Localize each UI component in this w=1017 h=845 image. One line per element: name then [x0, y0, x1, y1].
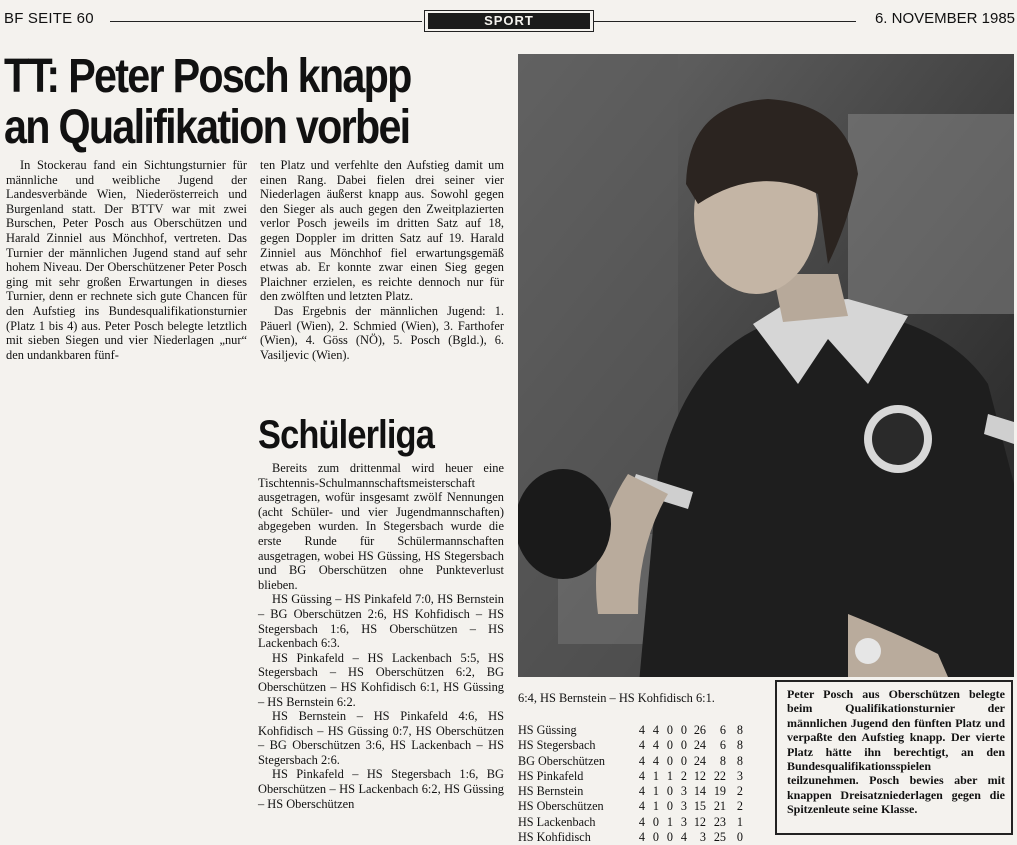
standings-value: 3 [680, 784, 687, 799]
article-paragraph: Bereits zum drittenmal wird heuer eine Tischtennis-Schulmannschaftsmeisterschaft ausgetragen, wofür insgesamt zwölf Nennungen (acht Schüler- und vier Jugendmannschaften) abgegeben wurden. In Stegersbach wurde die erste Runde für Schülermannschaften ausgetragen, wobei HS Güssing, HS Stegersbach und BG Oberschützen ohne Punkteverlust blieben. [258, 461, 504, 592]
standings-value: 0 [652, 830, 659, 845]
standings-value: 4 [638, 753, 645, 768]
standings-value: 6 [719, 723, 726, 737]
standings-value: 4 [652, 723, 659, 737]
standings-team: HS Pinkafeld [518, 768, 584, 783]
headline-line-2: an Qualifikation vorbei [4, 101, 410, 154]
article-paragraph: Das Ergebnis der männlichen Jugend: 1. Päuerl (Wien), 2. Schmied (Wien), 3. Farthofer (Wien), 4. Göss (NÖ), 5. Posch (Bgld.), 6. Vasiljevic (Wien). [260, 303, 504, 362]
standings-value: 1 [666, 768, 673, 783]
standings-row [518, 769, 743, 784]
standings-team: BG Oberschützen [518, 753, 605, 768]
section-label-text: SPORT [428, 13, 590, 29]
standings-value: 3 [736, 768, 743, 783]
standings-value: 0 [666, 799, 673, 814]
standings-value: 2 [736, 784, 743, 799]
standings-row [518, 754, 743, 769]
standings-team: HS Stegersbach [518, 738, 596, 753]
standings-value: 4 [638, 768, 645, 783]
article-paragraph: In Stockerau fand ein Sichtungsturnier für männliche und weibliche Jugend der Landesverbände Wien, Niederösterreich und Burgenland statt. Der BTTV war mit zwei Burschen, Peter Posch aus Oberschützen und Harald Zinniel aus Mönchhof, vertreten. Das Turnier der männlichen Jugend stand auf sehr hohem Niveau. Der Oberschützener Peter Posch ging mit sehr großen Erwartungen in dieses Turnier, denn er rechnete sich gute Chancen für den Aufstieg ins Bundesqualifikationsturnier (Platz 1 bis 4) aus. Peter Posch belegte letztlich mit sieben Siegen und vier Niederlagen „nur“ den undankbaren fünf- [6, 158, 247, 362]
standings-value: 8 [719, 753, 726, 768]
standings-value: 22 [713, 768, 726, 783]
standings-value: 0 [736, 830, 743, 845]
standings-value: 3 [680, 799, 687, 814]
player-photo-drawing [518, 54, 1014, 677]
section-label [424, 10, 594, 32]
standings-row [518, 723, 743, 738]
standings-value: 4 [638, 799, 645, 814]
standings-row [518, 815, 743, 830]
standings-value: 8 [736, 723, 743, 737]
standings-value: 1 [652, 784, 659, 799]
standings-value: 4 [638, 814, 645, 829]
page-header [0, 10, 1017, 30]
standings-value: 0 [666, 830, 673, 845]
standings-value: 1 [666, 814, 673, 829]
standings-team: HS Bernstein [518, 784, 584, 799]
issue-date: 6. NOVEMBER 1985 [874, 10, 1015, 27]
article-column-3 [258, 461, 504, 811]
standings-value: 0 [666, 738, 673, 753]
standings-value: 24 [693, 753, 706, 768]
standings-value: 1 [652, 799, 659, 814]
header-rule-left [110, 21, 422, 22]
standings-table [518, 723, 743, 845]
standings-value: 0 [680, 738, 687, 753]
headline-line-1: TT: Peter Posch knapp [4, 50, 411, 103]
standings-value: 4 [680, 830, 687, 845]
standings-value: 1 [736, 814, 743, 829]
header-rule-right [594, 21, 856, 22]
standings-value: 12 [693, 768, 706, 783]
standings-row [518, 830, 743, 845]
article-paragraph: HS Bernstein – HS Pinkafeld 4:6, HS Kohfidisch – HS Güssing 0:7, HS Oberschützen – BG Oberschützen 3:6, HS Lackenbach – HS Stegersbach 2:6. [258, 709, 504, 767]
standings-value: 0 [666, 753, 673, 768]
standings-value: 4 [638, 784, 645, 799]
standings-row [518, 738, 743, 753]
standings-value: 8 [736, 738, 743, 753]
standings-team: HS Güssing [518, 723, 577, 737]
standings-row [518, 799, 743, 814]
standings-value: 0 [680, 723, 687, 737]
standings-value: 4 [638, 723, 645, 737]
standings-row [518, 784, 743, 799]
standings-value: 19 [713, 784, 726, 799]
article-paragraph: HS Pinkafeld – HS Lackenbach 5:5, HS Stegersbach – HS Oberschützen 6:2, BG Oberschützen – HS Kohfidisch 6:1, HS Güssing – HS Bernstein 6:2. [258, 650, 504, 709]
standings-value: 8 [736, 753, 743, 768]
standings-value: 0 [666, 723, 673, 737]
standings-team: HS Kohfidisch [518, 830, 591, 845]
standings-value: 3 [699, 830, 706, 845]
standings-value: 0 [666, 784, 673, 799]
photo-caption: Peter Posch aus Oberschützen belegte beim Qualifikationsturnier der männlichen Jugend den fünften Platz und verpaßte den Aufstieg knapp. Der vierte Platz hätte ihn berechtigt, an den Bundesqualifikationsspielen teilzunehmen. Posch bewies aber mit knappen Dreisatzniederlagen gegen die Spitzenleute seine Klasse. [787, 687, 1005, 817]
standings-value: 24 [693, 738, 706, 753]
subheading: Schülerliga [258, 413, 434, 457]
standings-value: 21 [713, 799, 726, 814]
article-paragraph: ten Platz und verfehlte den Aufstieg damit um einen Rang. Dabei fielen drei seiner vier Niederlagen äußerst knapp aus. Sowohl gegen den Sieger als auch gegen den Zweitplazierten verlor Posch jeweils im dritten Satz auf 18, gegen Doppler im dritten Satz auf 19. Harald Zinniel aus Mönchhof fiel erwartungsgemäß etwas ab. Er konnte zwar einen Sieg gegen Plaichner erzielen, es reichte dennoch nur für den zwölften und letzten Platz. [260, 158, 504, 304]
page-number: BF SEITE 60 [4, 10, 94, 27]
photo-caption-box [775, 680, 1013, 835]
standings-value: 0 [652, 814, 659, 829]
standings-value: 23 [713, 814, 726, 829]
standings-value: 2 [736, 799, 743, 814]
standings-team: HS Oberschützen [518, 799, 604, 814]
standings-value: 4 [638, 738, 645, 753]
article-paragraph: HS Güssing – HS Pinkafeld 7:0, HS Bernstein – BG Oberschützen 2:6, HS Kohfidisch – HS Stegersbach 1:6, HS Oberschützen – HS Lackenbach 6:3. [258, 592, 504, 651]
standings-value: 14 [693, 784, 706, 799]
article-column-1 [6, 158, 247, 362]
standings-value: 4 [652, 753, 659, 768]
standings-value: 2 [680, 768, 687, 783]
player-photo [518, 54, 1014, 677]
standings-value: 4 [652, 738, 659, 753]
article-paragraph: 6:4, HS Bernstein – HS Kohfidisch 6:1. [518, 691, 715, 705]
standings-value: 6 [719, 738, 726, 753]
article-column-2 [260, 158, 504, 362]
article-paragraph: HS Pinkafeld – HS Stegersbach 1:6, BG Oberschützen – HS Lackenbach 6:2, HS Güssing – HS Oberschützen [258, 767, 504, 811]
standings-value: 26 [693, 723, 706, 737]
standings-value: 15 [693, 799, 706, 814]
standings-value: 3 [680, 814, 687, 829]
article-column-4 [518, 691, 768, 706]
standings-value: 0 [680, 753, 687, 768]
standings-value: 12 [693, 814, 706, 829]
standings-team: HS Lackenbach [518, 814, 596, 829]
standings-value: 1 [652, 768, 659, 783]
standings-value: 25 [713, 830, 726, 845]
standings-value: 4 [638, 830, 645, 845]
